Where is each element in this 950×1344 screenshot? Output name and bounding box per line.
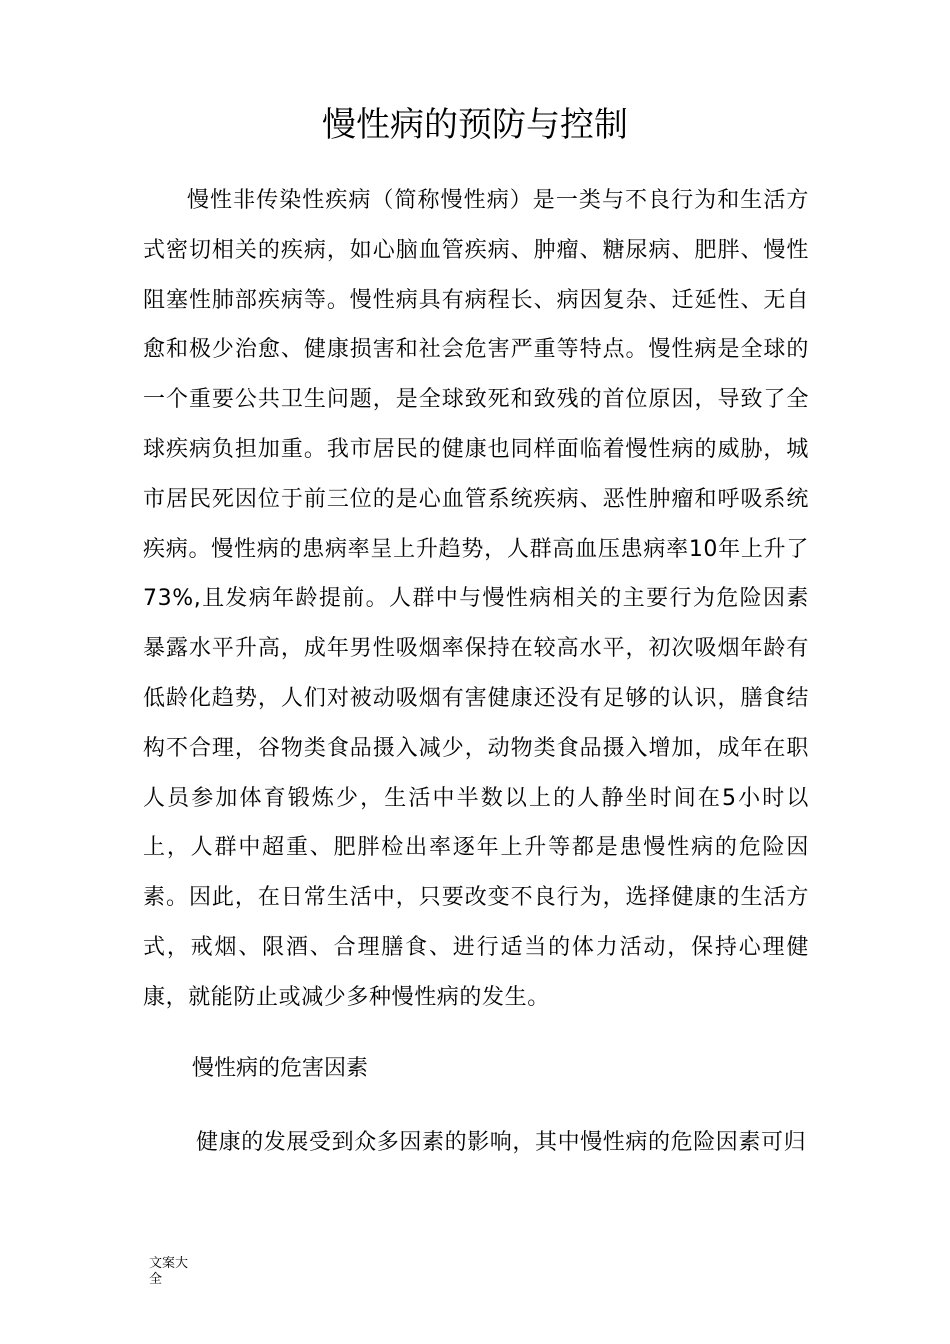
intro-paragraph: 慢性非传染性疾病（简称慢性病）是一类与不良行为和生活方式密切相关的疾病，如心脑血管疾病、肿瘤、糖尿病、肥胖、慢性阻塞性肺部疾病等。慢性病具有病程长、病因复杂、迁延性、无自愈和极少治愈、健康损害和社会危害严重等特点。慢性病是全球的一个重要公共卫生问题，是全球致死和致残的首位原因，导致了全球疾病负担加重。我市居民的健康也同样面临着慢性病的威胁，城市居民死因位于前三位的是心血管系统疾病、恶性肿瘤和呼吸系统疾病。慢性病的患病率呈上升趋势，人群高血压患病率10年上升了73%,且发病年龄提前。人群中与慢性病相关的主要行为危险因素暴露水平升高，成年男性吸烟率保持在较高水平，初次吸烟年龄有低龄化趋势，人们对被动吸烟有害健康还没有足够的认识，膳食结构不合理，谷物类食品摄入减少，动物类食品摄入增加，成年在职人员参加体育锻炼少，生活中半数以上的人静坐时间在5小时以上，人群中超重、肥胖检出率逐年上升等都是患慢性病的危险因素。因此，在日常生活中，只要改变不良行为，选择健康的生活方式，戒烟、限酒、合理膳食、进行适当的体力活动，保持心理健康，就能防止或减少多种慢性病的发生。 bbox=[143, 188, 809, 1010]
footer-watermark: 文案大全 bbox=[149, 1256, 189, 1287]
page-title: 慢性病的预防与控制 bbox=[322, 105, 628, 145]
section-heading: 慢性病的危害因素 bbox=[192, 1056, 369, 1081]
section-paragraph: 健康的发展受到众多因素的影响，其中慢性病的危险因素可归 bbox=[196, 1130, 807, 1155]
